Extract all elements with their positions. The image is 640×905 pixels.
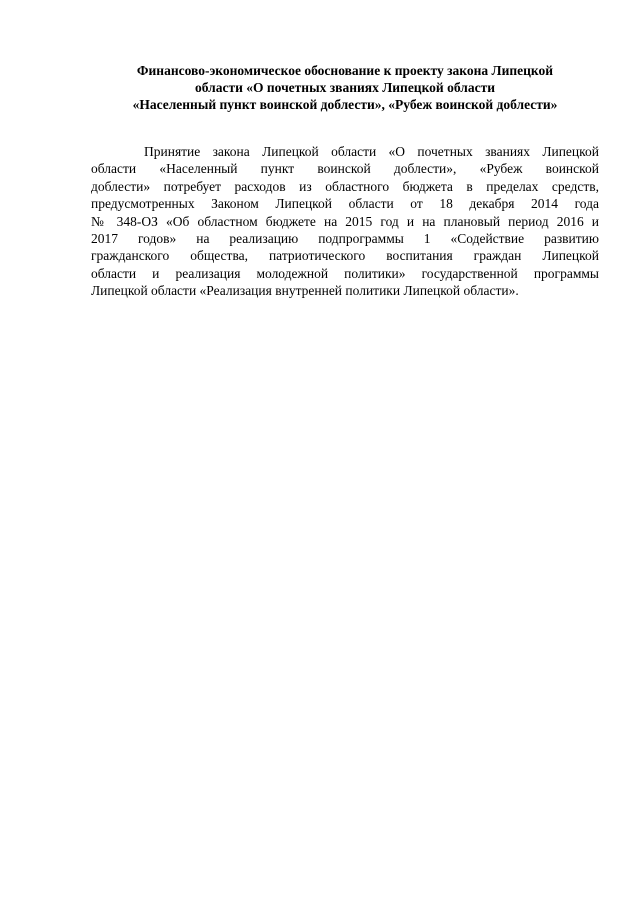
body-line-3: доблести» потребует расходов из областного бюджета в пределах средств, [91, 178, 599, 194]
body-line-4: предусмотренных Законом Липецкой области от 18 декабря 2014 года [91, 196, 599, 212]
document-title [96, 62, 594, 113]
title-line-3: «Населенный пункт воинской доблести», «Рубеж воинской доблести» [132, 97, 558, 112]
body-paragraph [91, 143, 599, 300]
body-line-1: Принятие закона Липецкой области «О почетных званиях Липецкой [144, 144, 599, 159]
body-line-5: № 348-ОЗ «Об областном бюджете на 2015 год и на плановый период 2016 и [91, 213, 599, 229]
body-line-8: области и реализация молодежной политики» государственной программы [91, 265, 599, 281]
body-line-2: области «Населенный пункт воинской доблести», «Рубеж воинской [91, 161, 599, 177]
title-line-2: области «О почетных званиях Липецкой области [195, 80, 495, 95]
body-line-9: Липецкой области «Реализация внутренней политики Липецкой области». [91, 283, 519, 299]
title-line-1: Финансово-экономическое обоснование к проекту закона Липецкой [136, 63, 554, 78]
body-line-6: 2017 годов» на реализацию подпрограммы 1 «Содействие развитию [91, 231, 599, 247]
body-line-7: гражданского общества, патриотического воспитания граждан Липецкой [91, 248, 599, 264]
